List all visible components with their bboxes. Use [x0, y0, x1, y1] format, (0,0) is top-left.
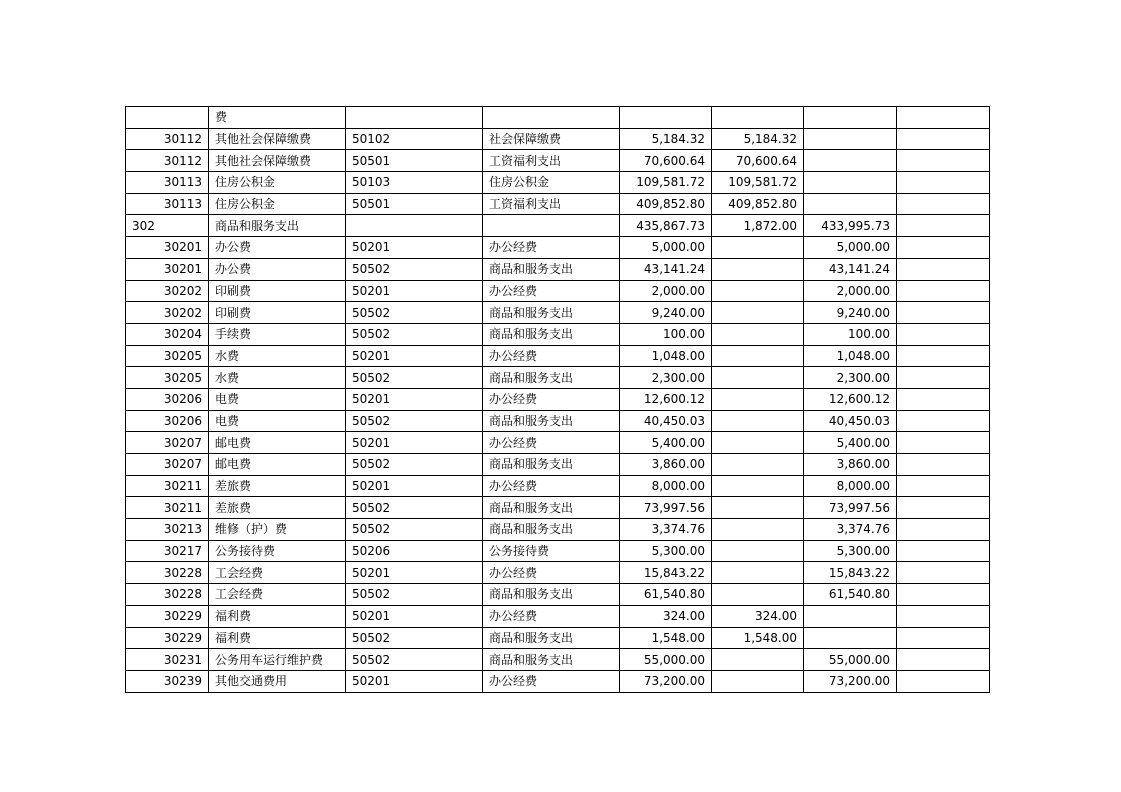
total-cell [620, 107, 712, 129]
econ-name-cell: 水费 [209, 345, 346, 367]
gov-name-cell: 商品和服务支出 [483, 519, 620, 541]
public-cell [804, 172, 897, 194]
extra-cell [897, 237, 990, 259]
public-cell: 12,600.12 [804, 388, 897, 410]
extra-cell [897, 302, 990, 324]
econ-code-cell: 30206 [126, 388, 209, 410]
econ-code-cell: 30231 [126, 649, 209, 671]
econ-name-cell: 电费 [209, 388, 346, 410]
gov-name-cell: 办公经费 [483, 280, 620, 302]
total-cell: 9,240.00 [620, 302, 712, 324]
total-cell: 8,000.00 [620, 475, 712, 497]
extra-cell [897, 345, 990, 367]
public-cell: 55,000.00 [804, 649, 897, 671]
personnel-cell: 109,581.72 [712, 172, 804, 194]
extra-cell [897, 172, 990, 194]
table-row [126, 237, 990, 259]
public-cell: 2,300.00 [804, 367, 897, 389]
total-cell: 2,300.00 [620, 367, 712, 389]
gov-code-cell: 50502 [346, 367, 483, 389]
total-cell: 435,867.73 [620, 215, 712, 237]
table-row [126, 215, 990, 237]
econ-name-cell: 其他社会保障缴费 [209, 128, 346, 150]
econ-name-cell: 电费 [209, 410, 346, 432]
econ-code-cell: 30204 [126, 323, 209, 345]
table-row [126, 562, 990, 584]
personnel-cell [712, 237, 804, 259]
econ-name-cell: 手续费 [209, 323, 346, 345]
total-cell: 5,000.00 [620, 237, 712, 259]
econ-name-cell: 维修（护）费 [209, 519, 346, 541]
extra-cell [897, 540, 990, 562]
total-cell: 61,540.80 [620, 584, 712, 606]
public-cell: 100.00 [804, 323, 897, 345]
total-cell: 12,600.12 [620, 388, 712, 410]
extra-cell [897, 150, 990, 172]
public-cell [804, 107, 897, 129]
extra-cell [897, 497, 990, 519]
econ-name-cell: 邮电费 [209, 432, 346, 454]
public-cell: 5,400.00 [804, 432, 897, 454]
personnel-cell [712, 410, 804, 432]
total-cell: 15,843.22 [620, 562, 712, 584]
public-cell: 61,540.80 [804, 584, 897, 606]
econ-code-cell: 30113 [126, 193, 209, 215]
gov-name-cell: 办公经费 [483, 388, 620, 410]
gov-name-cell: 办公经费 [483, 345, 620, 367]
gov-code-cell: 50201 [346, 432, 483, 454]
econ-code-cell: 30211 [126, 497, 209, 519]
gov-code-cell: 50502 [346, 519, 483, 541]
extra-cell [897, 519, 990, 541]
econ-name-cell: 其他社会保障缴费 [209, 150, 346, 172]
gov-code-cell: 50206 [346, 540, 483, 562]
extra-cell [897, 475, 990, 497]
personnel-cell [712, 107, 804, 129]
gov-code-cell: 50201 [346, 280, 483, 302]
econ-name-cell: 住房公积金 [209, 172, 346, 194]
gov-code-cell: 50201 [346, 345, 483, 367]
public-cell: 5,300.00 [804, 540, 897, 562]
public-cell: 73,997.56 [804, 497, 897, 519]
extra-cell [897, 193, 990, 215]
personnel-cell: 409,852.80 [712, 193, 804, 215]
personnel-cell: 5,184.32 [712, 128, 804, 150]
econ-code-cell: 30205 [126, 345, 209, 367]
total-cell: 2,000.00 [620, 280, 712, 302]
public-cell: 3,374.76 [804, 519, 897, 541]
gov-name-cell: 商品和服务支出 [483, 302, 620, 324]
econ-code-cell: 30229 [126, 605, 209, 627]
gov-name-cell: 工资福利支出 [483, 150, 620, 172]
gov-name-cell: 商品和服务支出 [483, 410, 620, 432]
total-cell: 324.00 [620, 605, 712, 627]
total-cell: 109,581.72 [620, 172, 712, 194]
public-cell: 5,000.00 [804, 237, 897, 259]
total-cell: 3,860.00 [620, 454, 712, 476]
table-row [126, 410, 990, 432]
table-row [126, 345, 990, 367]
econ-code-cell: 30202 [126, 280, 209, 302]
public-cell [804, 605, 897, 627]
gov-name-cell: 商品和服务支出 [483, 584, 620, 606]
extra-cell [897, 128, 990, 150]
econ-name-cell: 办公费 [209, 258, 346, 280]
extra-cell [897, 388, 990, 410]
personnel-cell [712, 432, 804, 454]
gov-name-cell: 办公经费 [483, 237, 620, 259]
extra-cell [897, 280, 990, 302]
gov-name-cell: 商品和服务支出 [483, 454, 620, 476]
public-cell: 433,995.73 [804, 215, 897, 237]
econ-code-cell: 30113 [126, 172, 209, 194]
econ-name-cell: 印刷费 [209, 280, 346, 302]
total-cell: 100.00 [620, 323, 712, 345]
total-cell: 1,548.00 [620, 627, 712, 649]
personnel-cell [712, 540, 804, 562]
personnel-cell [712, 302, 804, 324]
total-cell: 40,450.03 [620, 410, 712, 432]
public-cell: 15,843.22 [804, 562, 897, 584]
gov-code-cell: 50502 [346, 323, 483, 345]
table-row [126, 128, 990, 150]
econ-name-cell: 其他交通费用 [209, 670, 346, 692]
personnel-cell [712, 649, 804, 671]
total-cell: 5,184.32 [620, 128, 712, 150]
personnel-cell: 1,548.00 [712, 627, 804, 649]
table-row [126, 584, 990, 606]
gov-code-cell: 50201 [346, 475, 483, 497]
extra-cell [897, 562, 990, 584]
total-cell: 43,141.24 [620, 258, 712, 280]
gov-code-cell: 50102 [346, 128, 483, 150]
table-row [126, 475, 990, 497]
personnel-cell [712, 323, 804, 345]
econ-code-cell: 30229 [126, 627, 209, 649]
econ-code-cell: 302 [126, 215, 209, 237]
extra-cell [897, 323, 990, 345]
econ-code-cell: 30201 [126, 258, 209, 280]
gov-name-cell: 商品和服务支出 [483, 497, 620, 519]
gov-name-cell: 办公经费 [483, 605, 620, 627]
gov-name-cell: 商品和服务支出 [483, 627, 620, 649]
econ-name-cell: 福利费 [209, 627, 346, 649]
gov-code-cell: 50502 [346, 258, 483, 280]
econ-code-cell: 30213 [126, 519, 209, 541]
personnel-cell [712, 497, 804, 519]
table-row [126, 172, 990, 194]
table-row [126, 649, 990, 671]
econ-code-cell: 30205 [126, 367, 209, 389]
econ-name-cell: 住房公积金 [209, 193, 346, 215]
econ-code-cell: 30228 [126, 584, 209, 606]
table-row [126, 432, 990, 454]
gov-name-cell: 商品和服务支出 [483, 258, 620, 280]
econ-name-cell: 印刷费 [209, 302, 346, 324]
gov-name-cell [483, 107, 620, 129]
extra-cell [897, 367, 990, 389]
table-row [126, 627, 990, 649]
table-row [126, 302, 990, 324]
table-row [126, 280, 990, 302]
gov-name-cell: 办公经费 [483, 670, 620, 692]
total-cell: 73,200.00 [620, 670, 712, 692]
gov-name-cell: 办公经费 [483, 432, 620, 454]
econ-code-cell: 30112 [126, 128, 209, 150]
table-row [126, 323, 990, 345]
personnel-cell [712, 670, 804, 692]
gov-code-cell: 50501 [346, 193, 483, 215]
total-cell: 70,600.64 [620, 150, 712, 172]
total-cell: 5,400.00 [620, 432, 712, 454]
extra-cell [897, 258, 990, 280]
econ-code-cell: 30211 [126, 475, 209, 497]
econ-name-cell: 商品和服务支出 [209, 215, 346, 237]
gov-code-cell [346, 107, 483, 129]
total-cell: 55,000.00 [620, 649, 712, 671]
econ-name-cell: 公务用车运行维护费 [209, 649, 346, 671]
personnel-cell [712, 519, 804, 541]
table-row [126, 150, 990, 172]
personnel-cell [712, 280, 804, 302]
public-cell [804, 627, 897, 649]
econ-code-cell: 30217 [126, 540, 209, 562]
gov-name-cell [483, 215, 620, 237]
gov-code-cell: 50502 [346, 410, 483, 432]
public-cell: 40,450.03 [804, 410, 897, 432]
personnel-cell [712, 562, 804, 584]
extra-cell [897, 432, 990, 454]
econ-code-cell: 30239 [126, 670, 209, 692]
gov-code-cell: 50502 [346, 302, 483, 324]
gov-name-cell: 住房公积金 [483, 172, 620, 194]
econ-name-cell: 差旅费 [209, 475, 346, 497]
extra-cell [897, 410, 990, 432]
public-cell: 2,000.00 [804, 280, 897, 302]
econ-name-cell: 工会经费 [209, 584, 346, 606]
table-row [126, 497, 990, 519]
total-cell: 1,048.00 [620, 345, 712, 367]
gov-code-cell: 50502 [346, 627, 483, 649]
gov-code-cell: 50502 [346, 497, 483, 519]
gov-name-cell: 商品和服务支出 [483, 323, 620, 345]
public-cell: 43,141.24 [804, 258, 897, 280]
gov-name-cell: 工资福利支出 [483, 193, 620, 215]
personnel-cell [712, 454, 804, 476]
table-row [126, 367, 990, 389]
public-cell: 8,000.00 [804, 475, 897, 497]
public-cell [804, 150, 897, 172]
econ-name-cell: 福利费 [209, 605, 346, 627]
personnel-cell [712, 345, 804, 367]
total-cell: 73,997.56 [620, 497, 712, 519]
gov-code-cell: 50201 [346, 670, 483, 692]
gov-code-cell: 50501 [346, 150, 483, 172]
econ-code-cell: 30207 [126, 432, 209, 454]
public-cell [804, 128, 897, 150]
gov-name-cell: 商品和服务支出 [483, 367, 620, 389]
gov-code-cell: 50502 [346, 584, 483, 606]
gov-code-cell: 50502 [346, 649, 483, 671]
econ-name-cell: 邮电费 [209, 454, 346, 476]
gov-code-cell: 50103 [346, 172, 483, 194]
econ-code-cell: 30201 [126, 237, 209, 259]
total-cell: 409,852.80 [620, 193, 712, 215]
econ-name-cell: 公务接待费 [209, 540, 346, 562]
gov-code-cell: 50201 [346, 605, 483, 627]
extra-cell [897, 605, 990, 627]
gov-name-cell: 商品和服务支出 [483, 649, 620, 671]
extra-cell [897, 215, 990, 237]
extra-cell [897, 454, 990, 476]
econ-code-cell: 30202 [126, 302, 209, 324]
extra-cell [897, 670, 990, 692]
econ-code-cell [126, 107, 209, 129]
table-row [126, 519, 990, 541]
personnel-cell [712, 584, 804, 606]
table-row [126, 454, 990, 476]
econ-name-cell: 差旅费 [209, 497, 346, 519]
public-cell [804, 193, 897, 215]
table-row [126, 107, 990, 129]
econ-name-cell: 工会经费 [209, 562, 346, 584]
econ-code-cell: 30112 [126, 150, 209, 172]
personnel-cell [712, 475, 804, 497]
public-cell: 3,860.00 [804, 454, 897, 476]
gov-code-cell: 50502 [346, 454, 483, 476]
extra-cell [897, 627, 990, 649]
gov-name-cell: 公务接待费 [483, 540, 620, 562]
extra-cell [897, 649, 990, 671]
table-row [126, 388, 990, 410]
gov-code-cell: 50201 [346, 237, 483, 259]
personnel-cell [712, 388, 804, 410]
public-cell: 73,200.00 [804, 670, 897, 692]
public-cell: 1,048.00 [804, 345, 897, 367]
personnel-cell [712, 367, 804, 389]
econ-code-cell: 30228 [126, 562, 209, 584]
econ-code-cell: 30206 [126, 410, 209, 432]
table-row [126, 258, 990, 280]
table-row [126, 670, 990, 692]
total-cell: 3,374.76 [620, 519, 712, 541]
extra-cell [897, 107, 990, 129]
econ-name-cell: 水费 [209, 367, 346, 389]
personnel-cell [712, 258, 804, 280]
gov-name-cell: 社会保障缴费 [483, 128, 620, 150]
gov-code-cell [346, 215, 483, 237]
public-cell: 9,240.00 [804, 302, 897, 324]
gov-name-cell: 办公经费 [483, 562, 620, 584]
econ-name-cell: 办公费 [209, 237, 346, 259]
gov-code-cell: 50201 [346, 562, 483, 584]
table-row [126, 540, 990, 562]
econ-name-cell: 费 [209, 107, 346, 129]
econ-code-cell: 30207 [126, 454, 209, 476]
gov-name-cell: 办公经费 [483, 475, 620, 497]
extra-cell [897, 584, 990, 606]
total-cell: 5,300.00 [620, 540, 712, 562]
table-row [126, 193, 990, 215]
budget-table [125, 106, 990, 693]
personnel-cell: 324.00 [712, 605, 804, 627]
table-row [126, 605, 990, 627]
personnel-cell: 1,872.00 [712, 215, 804, 237]
gov-code-cell: 50201 [346, 388, 483, 410]
personnel-cell: 70,600.64 [712, 150, 804, 172]
